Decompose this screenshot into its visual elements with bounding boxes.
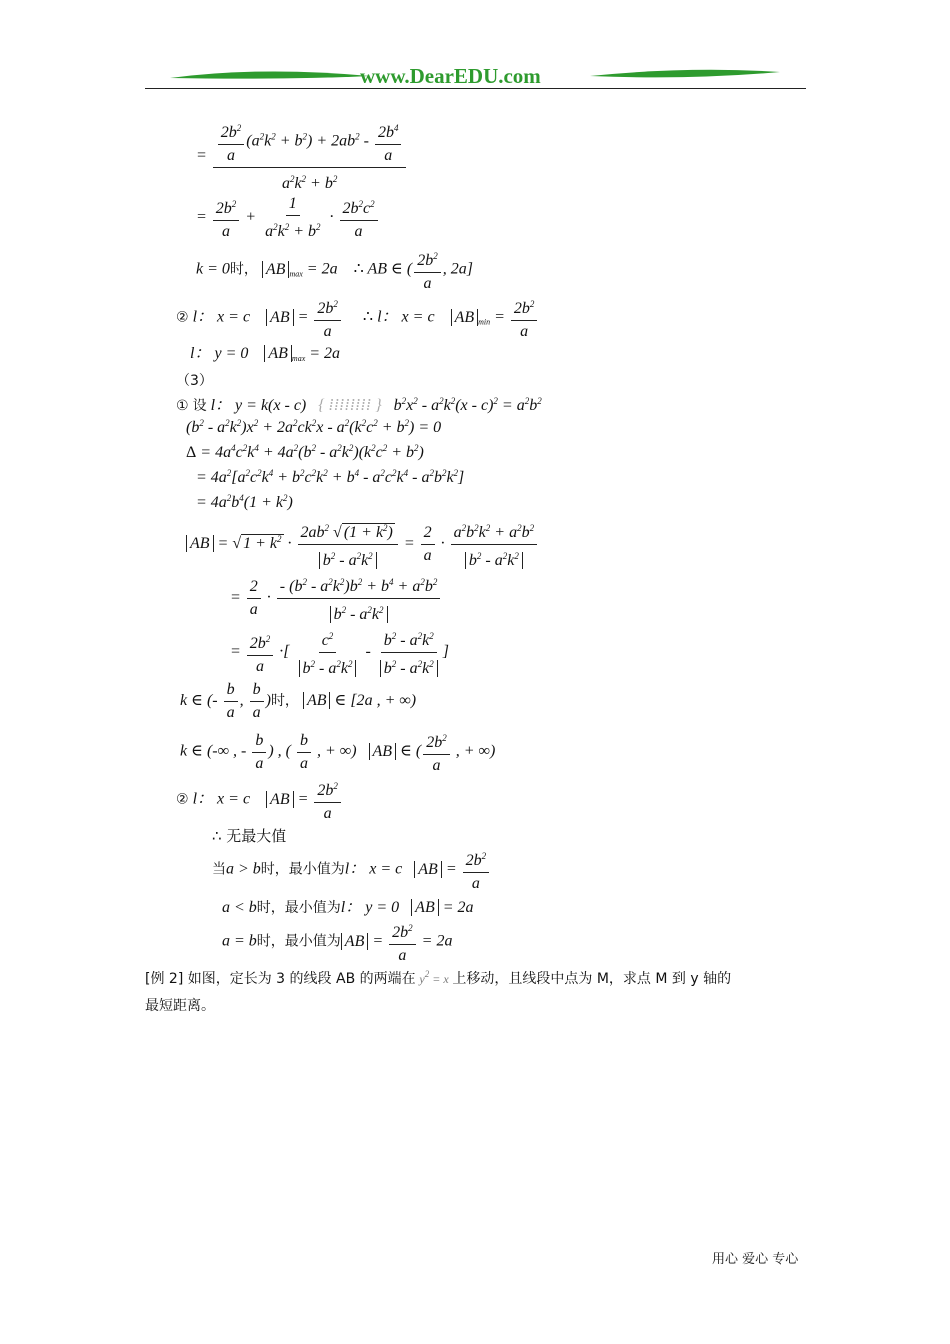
formula-19: a = b时，最小值为 AB = $\frac{2b^2}{a}$ = 2a bbox=[222, 918, 452, 966]
header-rule bbox=[145, 88, 806, 89]
formula-7: $(b^2 - a^2k^2)x^2 + 2a^2ck^2x - a^2(k^2c^2 + b^2) = 0$ bbox=[186, 418, 442, 436]
formula-17: 当a > b时，最小值为l： x = c AB = $\frac{2b^2}{a}$ bbox=[212, 846, 491, 894]
formula-3: k = 0时， AB $_{max}$ = 2a ∴ AB ∈ ( $\frac{2b^2}{a}$ , 2a] bbox=[196, 246, 473, 294]
logo-text: www.DearEDU.com bbox=[360, 64, 541, 88]
example-text-2: 上移动，且线段中点为 M，求点 M 到 y 轴的 bbox=[452, 971, 732, 987]
text-min: 最小值为 bbox=[284, 900, 341, 916]
text-min: 最小值为 bbox=[288, 861, 345, 878]
example-text-3: 最短距离。 bbox=[145, 998, 215, 1014]
example-text-1: [例 2] 如图，定长为 3 的线段 AB 的两端在 bbox=[145, 971, 416, 987]
formula-16: ② l： x = c AB = $\frac{2b^2}{a}$ bbox=[176, 776, 343, 824]
no-max-text: ∴ 无最大值 bbox=[212, 827, 287, 845]
formula-13: = $\frac{2b^2}{a}$ ·[ $\frac{c^2}{b^2 - a^2k^2}$ - $\frac{b^2 - a^2k^2}{b^2 - a^2k^2}$ ] bbox=[230, 626, 449, 679]
formula-10: = $4a^2b^4(1 + k^2)$ bbox=[196, 493, 293, 511]
example-2-paragraph: [例 2] 如图，定长为 3 的线段 AB 的两端在 $y^2 = x$ 上移动，且线段中点为 M，求点 M 到 y 轴的 bbox=[145, 969, 732, 987]
formula-8: $\Delta = 4a^4c^2k^4 + 4a^2(b^2 - a^2k^2)(k^2c^2 + b^2)$ bbox=[186, 443, 424, 461]
text-shi: 时， bbox=[270, 693, 299, 710]
text-shi: 时， bbox=[256, 933, 285, 950]
formula-14: k ∈ (- $\frac{b}{a}$ , $\frac{b}{a}$ )时， AB ∈ [2a , + ∞) bbox=[180, 681, 417, 721]
footer-text: 用心 爱心 专心 bbox=[712, 1252, 799, 1267]
text-she: 设 bbox=[192, 398, 207, 414]
formula-2: = $\frac{2b^2}{a}$ + $\frac{1}{a^2k^2 + b^2}$ · $\frac{2b^2c^2}{a}$ bbox=[196, 194, 380, 242]
section-3-label: （3） bbox=[176, 373, 213, 389]
formula-12: = $\frac{2}{a}$ · $\frac{- (b^2 - a^2k^2)b^2 + b^4 + a^2b^2}{b^2 - a^2k^2}$ bbox=[230, 572, 442, 625]
formula-4: ② l： x = c AB = $\frac{2b^2}{a}$ ∴ l： x = c AB $_{min}$ = $\frac{2b^2}{a}$ bbox=[176, 294, 539, 342]
text-shi: 时， bbox=[256, 900, 285, 916]
circle-2-label: ② bbox=[176, 309, 189, 326]
text-shi: 时， bbox=[229, 261, 258, 278]
formula-6: ① 设 l： y = k(x - c) { ⁞⁞⁞⁞⁞⁞⁞⁞ } $b^2x^2 - a^2k^2(x - c)^2 = a^2b^2$ bbox=[176, 396, 542, 414]
circle-1-label: ① bbox=[176, 398, 189, 414]
formula-9: = $4a^2[a^2c^2k^4 + b^2c^2k^2 + b^4 - a^2c^2k^4 - a^2b^2k^2]$ bbox=[196, 468, 465, 486]
text-min: 最小值为 bbox=[284, 933, 341, 950]
formula-15: k ∈ (-∞ , - $\frac{b}{a}$ ) , ( $\frac{b}{a}$ , + ∞) AB ∈ ( $\frac{2b^2}{a}$ , + ∞) bbox=[180, 728, 495, 776]
text-when: 当 bbox=[212, 861, 226, 878]
formula-5: l： y = 0 AB $_{max}$ = 2a bbox=[190, 345, 341, 363]
formula-18: a < b时，最小值为l： y = 0 AB = 2a bbox=[222, 899, 474, 916]
formula-1: = $\frac{2b^2}{a}$ $(a^2k^2 + b^2) + 2ab^2$ - $\frac{2b^4}{a}$ $a^2k^2 + b^2$ bbox=[196, 118, 408, 194]
text-shi: 时， bbox=[260, 861, 289, 878]
circle-2-label: ② bbox=[176, 791, 189, 808]
formula-11: AB = √ $1 + k^2$ · $\frac{2ab^2 √ (1 + k^2)}{b^2 - a^2k^2}$ = $\frac{2}{a}$ · $\frac{a^2b^2k^2 + a^2b^2}{b^2 - a^2k^2}$ bbox=[186, 518, 539, 571]
